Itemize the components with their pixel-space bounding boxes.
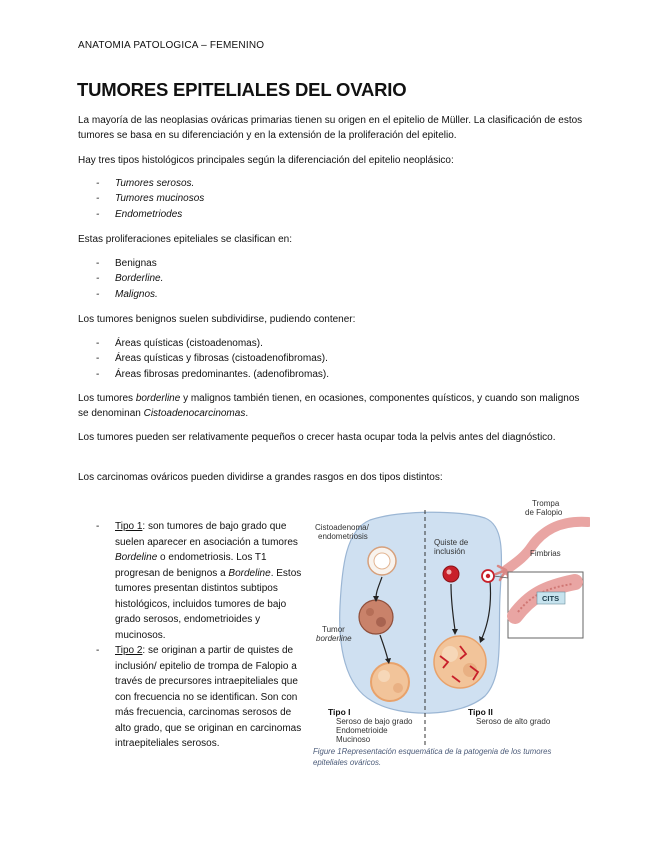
label-tumor-2: borderline — [316, 634, 352, 643]
tipos-list — [78, 519, 310, 752]
tipo1-item — [78, 519, 310, 643]
label-trompa-1: Trompa — [532, 499, 560, 508]
benign-list — [78, 336, 329, 382]
types-list — [78, 176, 204, 222]
tipo2-label: Tipo 2 — [115, 645, 143, 656]
benign-intro: Los tumores benignos suelen subdividirse, pudiendo contener: — [78, 314, 356, 325]
tipo1-tumor-shape — [371, 663, 409, 701]
text-run: Bordeline — [115, 552, 158, 563]
label-cits: CITS — [542, 594, 560, 603]
text-run: Bordeline — [228, 567, 271, 579]
tumor-texture — [376, 617, 386, 627]
label-quiste-2: inclusión — [434, 547, 466, 556]
cits-dot — [486, 574, 490, 578]
list-item: - Áreas quísticas y fibrosas (cistoadenofibromas). — [78, 351, 329, 366]
fallopian-tube-shape — [506, 522, 588, 570]
list-item: - Tumores serosos. — [78, 176, 204, 191]
intro-paragraph: La mayoría de las neoplasias ováricas primarias tienen su origen en el epitelio de Müller. La clasificación de estos tumores se basa en su diferenciación y en la extensión de la proliferación del epitelio. — [78, 115, 583, 142]
list-item: - Áreas quísticas (cistoadenomas). — [78, 336, 329, 351]
types-intro: Hay tres tipos histológicos principales según la diferenciación del epitelio neoplásico: — [78, 155, 454, 166]
figure-caption: Figure 1Representación esquemática de la patogenia de los tumores epiteliales ováricos. — [313, 747, 552, 767]
label-fimbrias: Fimbrias — [530, 549, 561, 558]
borderline-paragraph — [78, 391, 583, 422]
text-run: : se originan a partir de quistes de inclusión/ epitelio de trompa de Falopio a través de precursores intraepiteliales que con frecuencia no se identifican. Son con más frecuencia, carcinomas serosos de alto grado, que se originan en carcinomas intraepiteliales serosos. — [115, 645, 302, 749]
prolif-list — [78, 256, 163, 302]
borderline-term: borderline — [135, 393, 181, 404]
list-item: - Áreas fibrosas predominantes. (adenofibromas). — [78, 367, 329, 382]
label-tipo1-line: Seroso de bajo grado — [336, 717, 413, 726]
prolif-intro: Estas proliferaciones epiteliales se clasifican en: — [78, 234, 292, 245]
size-paragraph: Los tumores pueden ser relativamente pequeños o crecer hasta ocupar toda la pelvis antes del diagnóstico. — [78, 432, 556, 443]
page-header: ANATOMIA PATOLOGICA – FEMENINO — [78, 40, 265, 51]
inclusion-cyst-shape — [443, 566, 459, 582]
cyst-highlight — [447, 570, 452, 575]
text-run: : son tumores de bajo grado que suelen aparecer en asociación a tumores — [115, 521, 298, 548]
label-tipo2-title: Tipo II — [468, 707, 493, 717]
tipo2-item — [78, 643, 310, 752]
cistoadenocarcinoma-term: Cistoadenocarcinomas — [143, 408, 246, 420]
list-item: - Endometriodes — [78, 207, 204, 222]
label-trompa-2: de Falopio — [525, 508, 563, 517]
label-tumor-1: Tumor — [322, 625, 345, 634]
text-run: Los tumores — [78, 393, 136, 404]
borderline-tumor-shape — [359, 600, 393, 634]
list-item: - Borderline. — [78, 271, 163, 286]
label-tipo1-title: Tipo I — [328, 707, 351, 717]
tipo1-label: Tipo 1 — [115, 521, 143, 532]
carcinoma-intro: Los carcinomas ováricos pueden dividirse a grandes rasgos en dos tipos distintos: — [78, 472, 443, 483]
list-item: - Benignas — [78, 256, 163, 271]
tumor-texture — [378, 670, 390, 682]
text-run: o endometriosis. Los T1 progresan de benignos a — [115, 552, 267, 579]
label-tipo1-line: Endometrioide — [336, 726, 388, 735]
label-tipo2-line: Seroso de alto grado — [476, 717, 551, 726]
text-run: y malignos también tienen, en ocasiones, componentes quísticos, y cuando son malignos se denominan — [78, 393, 580, 420]
pathogenesis-figure — [310, 496, 590, 750]
tipo2-tumor-shape — [434, 636, 486, 688]
tumor-texture — [366, 608, 374, 616]
tumor-texture — [393, 683, 403, 693]
cyst-inner — [374, 553, 390, 569]
label-quiste-1: Quiste de — [434, 538, 469, 547]
text-run: . Estos tumores presentan distintos subtipos histológicos, incluidos tumores de bajo grado serosos, endometrioides y mucinosos. — [115, 567, 302, 641]
list-item: - Tumores mucinosos — [78, 191, 204, 206]
text-run: . — [245, 408, 249, 420]
label-cistoadenoma-2: endometriosis — [318, 532, 368, 541]
page-title: TUMORES EPITELIALES DEL OVARIO — [77, 79, 407, 100]
label-tipo1-line: Mucinoso — [336, 735, 371, 744]
label-cistoadenoma-1: Cistoadenoma/ — [315, 523, 369, 532]
list-item: - Malignos. — [78, 287, 163, 302]
